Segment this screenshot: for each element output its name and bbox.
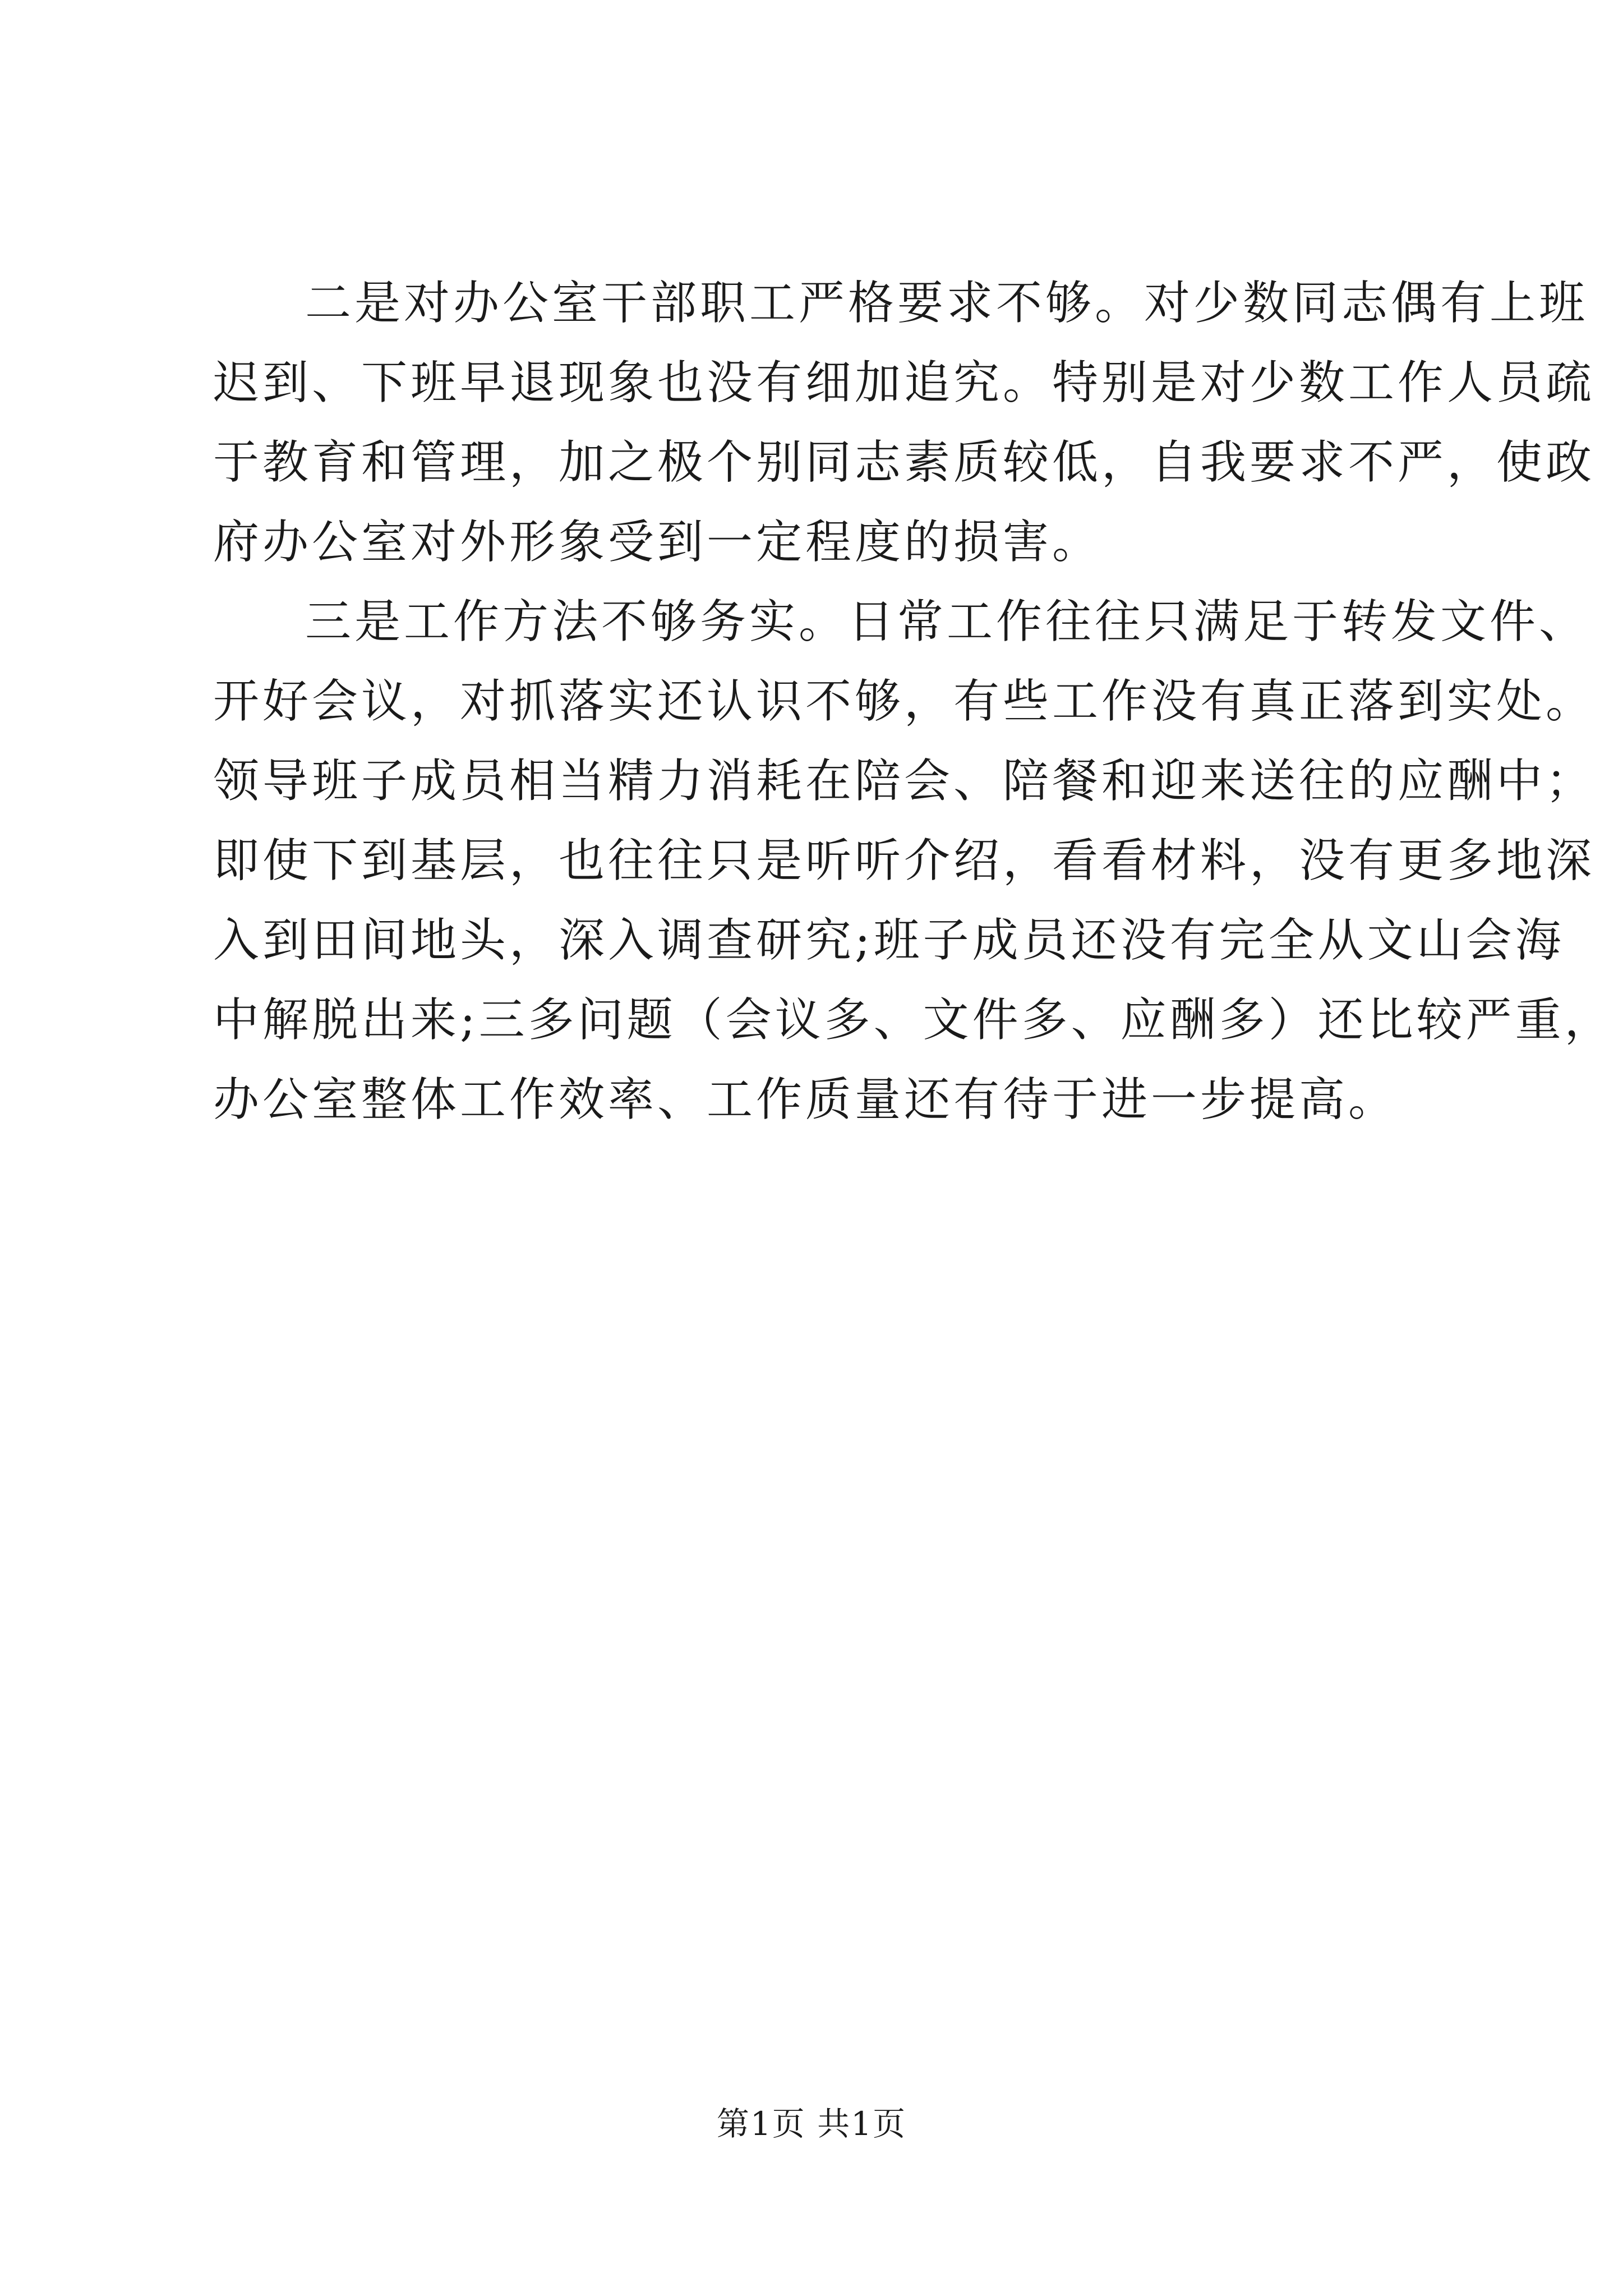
paragraph-line: 入到田间地头，深入调查研究;班子成员还没有完全从文山会海 xyxy=(213,914,1565,967)
paragraph-line: 开好会议，对抓落实还认识不够，有些工作没有真正落到实处。 xyxy=(213,675,1596,728)
paragraph-line: 办公室整体工作效率、工作质量还有待于进一步提高。 xyxy=(213,1073,1398,1126)
paragraph-2 xyxy=(213,264,1596,582)
paragraph-line: 领导班子成员相当精力消耗在陪会、陪餐和迎来送往的应酬中； xyxy=(213,754,1596,808)
page-number-footer: 第1页 共1页 xyxy=(716,2105,907,2143)
paragraph-3 xyxy=(213,582,1614,1140)
paragraph-line: 即使下到基层，也往往只是听听介绍，看看材料，没有更多地深 xyxy=(213,834,1596,887)
paragraph-line: 中解脱出来;三多问题（会议多、文件多、应酬多）还比较严重， xyxy=(213,993,1614,1047)
paragraph-line: 二是对办公室干部职工严格要求不够。对少数同志偶有上班 xyxy=(305,277,1589,330)
paragraph-line: 迟到、下班早退现象也没有细加追究。特别是对少数工作人员疏 xyxy=(213,356,1596,409)
paragraph-line: 府办公室对外形象受到一定程度的损害。 xyxy=(213,516,1102,569)
paragraph-line: 于教育和管理，加之极个别同志素质较低，自我要求不严，使政 xyxy=(213,436,1596,489)
document-body xyxy=(213,264,1614,1140)
paragraph-line: 三是工作方法不够务实。日常工作往往只满足于转发文件、 xyxy=(305,595,1589,648)
